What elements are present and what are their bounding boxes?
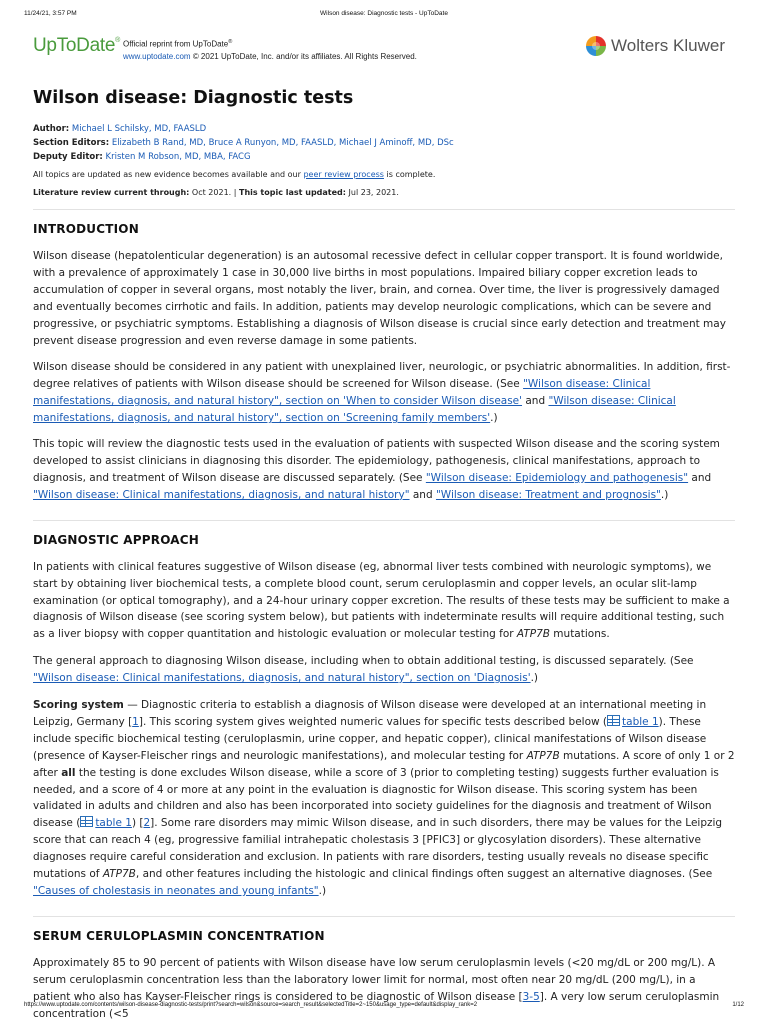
divider (33, 520, 735, 521)
uptodate-logo[interactable]: UpToDate® (33, 35, 120, 56)
reference-link-2[interactable]: 2 (143, 817, 151, 830)
deputy-editor-link[interactable]: Kristen M Robson, MD, MBA, FACG (105, 152, 251, 162)
print-title: Wilson disease: Diagnostic tests - UpToDate (320, 10, 448, 17)
section-heading-introduction: INTRODUCTION (33, 222, 139, 236)
divider (33, 209, 735, 210)
link-clinical-manifestations[interactable]: "Wilson disease: Clinical manifestations, diagnosis, and natural history" (33, 488, 410, 501)
section-heading-ceruloplasmin: SERUM CERULOPLASMIN CONCENTRATION (33, 928, 325, 943)
page-title: Wilson disease: Diagnostic tests (33, 88, 354, 108)
article (33, 86, 735, 1023)
link-epidemiology[interactable]: "Wilson disease: Epidemiology and pathogenesis" (425, 471, 689, 484)
link-diagnosis-section[interactable]: "Wilson disease: Clinical manifestations, diagnosis, and natural history", section on 'Diagnosis' (33, 672, 531, 685)
intro-paragraph-1: Wilson disease (hepatolenticular degeneration) is an autosomal recessive defect in cellular copper transport. It is found worldwide, with a prevalence of approximately 1 case in 30,000 live births in most populations. Impaired biliary copper excretion leads to accumulation of copper in several organs, most notably the liver, brain, and cornea. Over time, the liver is progressively damaged and eventually becomes cirrhotic and fails. In addition, patients may develop neurologic complications, which can be severe and progressive, or psychiatric symptoms. Establishing a diagnosis of Wilson disease is crucial since early detection and treatment may prevent disease progression and even reverse damage in some patients. (33, 250, 726, 347)
intro-paragraph-3: This topic will review the diagnostic tests used in the evaluation of patients with suspected Wilson disease and the scoring system developed to assist clinicians in diagnosing this disorder. The epidemiology, pathogenesis, clinical manifestations, approach to diagnosis, and treatment of Wilson disease are discussed separately. (See "Wilson disease: Epidemiology and pathogenesis" and "Wilson disease: Clinical manifestations, diagnosis, and natural history" and "Wilson disease: Treatment and prognosis".) (33, 438, 720, 501)
reference-link-1[interactable]: 1 (132, 715, 139, 728)
author-line: Author: Michael L Schilsky, MD, FAASLD (33, 124, 207, 134)
intro-paragraph-2: Wilson disease should be considered in any patient with unexplained liver, neurologic, or psychiatric abnormalities. In addition, first-degree relatives of patients with Wilson disease should be screened for Wilson disease. (See "Wilson disease: Clinical manifestations, diagnosis, and natural history", section on 'When to consider Wilson disease' and "Wilson disease: Clinical manifestations, diagnosis, and natural history", section on 'Screening family members'.) (33, 361, 731, 425)
reprint-notice: Official reprint from UpToDate® www.uptodate.com © 2021 UpToDate, Inc. and/or its affiliates. All Rights Reserved. (123, 39, 417, 61)
table-icon (607, 715, 620, 726)
deputy-editor-line: Deputy Editor: Kristen M Robson, MD, MBA, FACG (33, 152, 251, 162)
diag-paragraph-1: In patients with clinical features suggestive of Wilson disease (eg, abnormal liver tests combined with neurologic symptoms), we start by obtaining liver biochemical tests, a complete blood count, serum ceruloplasmin and copper levels, an ocular slit-lamp examination (or optical tomography), and a 24-hour urinary copper excretion. The results of these tests may be sufficient to make a diagnosis of Wilson disease (see scoring system below), but patients with indeterminate results will require additional testing, such as a liver biopsy with copper quantitation and histologic evaluation or molecular testing for ATP7B mutations. (33, 560, 730, 641)
wolters-kluwer-logo[interactable]: Wolters Kluwer (586, 36, 725, 56)
reference-link-3-5[interactable]: 3-5 (522, 990, 540, 1003)
section-editors-line: Section Editors: Elizabeth B Rand, MD, Bruce A Runyon, MD, FAASLD, Michael J Aminoff, MD, DSc (33, 138, 454, 148)
brand-bar (33, 32, 735, 72)
review-dates: Literature review current through: Oct 2021. | This topic last updated: Jul 23, 2021. (33, 188, 399, 197)
table-icon (80, 816, 93, 827)
print-url: https://www.uptodate.com/contents/wilson-disease-diagnostic-tests/print?search=wilson&source=search_result&selectedTitle=2~150&usage_type=default&display_rank=2 (24, 1002, 478, 1008)
cerulo-paragraph-1: Approximately 85 to 90 percent of patients with Wilson disease have low serum ceruloplasmin levels (<20 mg/dL or 200 mg/L). A serum ceruloplasmin concentration less than the laboratory lower limit for normal, most often near 20 mg/dL (200 mg/L), in a patient who also has Kayser-Fleischer rings is considered to be diagnostic of Wilson disease [3-5]. A very low serum ceruloplasmin concentration (<5 (33, 956, 720, 1020)
link-screening-family[interactable]: "Wilson disease: Clinical manifestations, diagnosis, and natural history", section on 'Screening family members' (33, 395, 676, 425)
print-header (24, 10, 744, 22)
link-when-to-consider[interactable]: "Wilson disease: Clinical manifestations, diagnosis, and natural history", section on 'When to consider Wilson disease' (33, 378, 651, 408)
update-note: All topics are updated as new evidence becomes available and our peer review process is complete. (33, 170, 436, 179)
wolters-kluwer-globe-icon (586, 36, 606, 56)
page-number: 1/12 (732, 1002, 744, 1008)
peer-review-link[interactable]: peer review process (303, 170, 384, 179)
print-datetime: 11/24/21, 3:57 PM (24, 10, 77, 17)
scoring-system-paragraph: Scoring system — Diagnostic criteria to establish a diagnosis of Wilson disease were developed at an international meeting in Leipzig, Germany [1]. This scoring system gives weighted numeric values for specific tests described below ( table 1). These include specific biochemical testing (ceruloplasmin, urine copper, and hepatic copper), clinical manifestations of Wilson disease (presence of Kayser-Fleischer rings and neurologic manifestations), and molecular testing for ATP7B mutations. A score of only 1 or 2 after all the testing is done excludes Wilson disease, while a score of 3 (prior to completing testing) suggests further evaluation is needed, and a score of 4 or more at any point in the evaluation is diagnostic for Wilson disease. This scoring system has been validated in adults and children and also has been incorporated into society guidelines for the diagnosis and treatment of Wilson disease ( table 1) [2]. Some rare disorders may mimic Wilson disease, and in such disorders, there may be values for the Leipzig score that can reach 4 (eg, progressive familial intrahepatic cholestasis 3 [PFIC3] or glycosylation disorders). These alternative diagnoses require careful consideration and exclusion. In patients with rare disorders, testing usually reveals no disease specific mutations of ATP7B, and other features including the histologic and clinical findings often suggest an alternative diagnoses. (See "Causes of cholestasis in neonates and young infants".) (33, 699, 735, 897)
table-1-link[interactable]: table 1 (622, 715, 659, 728)
link-treatment[interactable]: "Wilson disease: Treatment and prognosis" (435, 488, 661, 501)
link-cholestasis[interactable]: "Causes of cholestasis in neonates and young infants" (33, 885, 319, 897)
section-editors-link[interactable]: Elizabeth B Rand, MD, Bruce A Runyon, MD, FAASLD, Michael J Aminoff, MD, DSc (111, 138, 454, 148)
divider (33, 916, 735, 917)
author-link[interactable]: Michael L Schilsky, MD, FAASLD (71, 124, 207, 134)
table-1-link[interactable]: table 1 (95, 817, 132, 830)
print-footer (24, 1002, 744, 1014)
section-heading-diagnostic-approach: DIAGNOSTIC APPROACH (33, 532, 200, 547)
diag-paragraph-2: The general approach to diagnosing Wilson disease, including when to obtain additional testing, is discussed separately. (See "Wilson disease: Clinical manifestations, diagnosis, and natural history", section on 'Diagnosis'.) (33, 655, 694, 685)
uptodate-site-link[interactable]: www.uptodate.com (123, 51, 191, 61)
